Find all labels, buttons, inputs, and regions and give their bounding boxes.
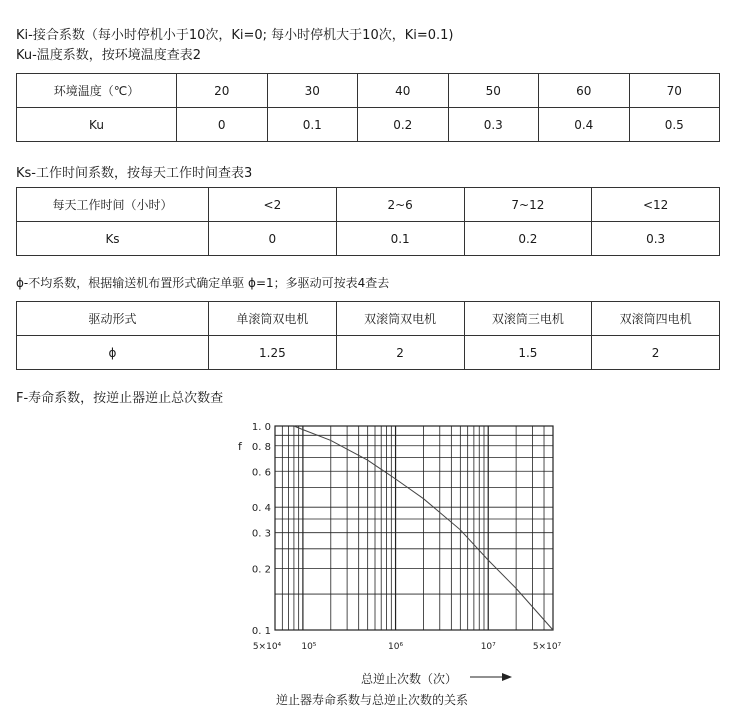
f-description: F-寿命系数，按逆止器逆止总次数查: [16, 391, 224, 406]
table-cell: 0.3: [592, 222, 720, 256]
table-cell: 0.2: [464, 222, 592, 256]
table-cell: 0.2: [358, 108, 449, 142]
table-ku: [16, 73, 720, 142]
table-cell: 1.25: [209, 336, 337, 370]
x-tick-labels: [253, 642, 562, 652]
table-cell: ϕ: [17, 336, 209, 370]
header-cell: 双滚筒三电机: [464, 302, 592, 336]
y-axis-label: f: [238, 439, 242, 453]
header-cell: 每天工作时间（小时）: [17, 188, 209, 222]
table-cell: 0.1: [267, 108, 358, 142]
table-cell: 0.1: [336, 222, 464, 256]
y-tick-label: 0. 8: [251, 441, 271, 453]
table-cell: 2: [592, 336, 720, 370]
ki-description: Ki-接合系数（每小时停机小于10次，Ki=0; 每小时停机大于10次，Ki=0.1): [16, 28, 454, 43]
header-cell: 驱动形式: [17, 302, 209, 336]
chart-frame: [275, 426, 553, 630]
header-cell: <12: [592, 188, 720, 222]
phi-description: ϕ-不均系数，根据输送机布置形式确定单驱 ϕ=1；多驱动可按表4查去: [16, 276, 390, 290]
header-cell: <2: [209, 188, 337, 222]
arrow-right-icon: [470, 671, 512, 683]
table-cell: Ku: [17, 108, 177, 142]
table-cell: Ks: [17, 222, 209, 256]
x-tick-label: 5×10⁷: [532, 642, 562, 652]
x-tick-label: 5×10⁴: [252, 642, 282, 652]
chart-caption: 逆止器寿命系数与总逆止次数的关系: [276, 693, 469, 707]
ks-description: Ks-工作时间系数，按每天工作时间查表3: [16, 166, 253, 181]
table-row: [17, 108, 720, 142]
table-cell: 0.4: [539, 108, 630, 142]
table-cell: 1.5: [464, 336, 592, 370]
x-tick-label: 10⁶: [388, 642, 404, 652]
header-cell: 单滚筒双电机: [209, 302, 337, 336]
y-tick-label: 1. 0: [251, 422, 271, 433]
table-cell: 0.5: [629, 108, 720, 142]
y-tick-label: 0. 6: [251, 467, 271, 479]
y-tick-label: 0. 1: [251, 626, 271, 637]
table-ks: [16, 187, 720, 256]
header-cell: 2~6: [336, 188, 464, 222]
table-phi-header: [17, 302, 720, 336]
life-factor-chart: [230, 418, 570, 673]
header-cell: 双滚筒双电机: [336, 302, 464, 336]
x-tick-label: 10⁵: [301, 642, 317, 652]
x-tick-label: 10⁷: [480, 642, 496, 652]
header-cell: 7~12: [464, 188, 592, 222]
header-cell: 30: [267, 74, 358, 108]
y-tick-label: 0. 2: [251, 564, 271, 576]
table-row: [17, 336, 720, 370]
header-cell: 40: [358, 74, 449, 108]
y-tick-labels: [252, 422, 271, 637]
header-cell: 70: [629, 74, 720, 108]
table-row: [17, 222, 720, 256]
table-cell: 0: [209, 222, 337, 256]
header-cell: 60: [539, 74, 630, 108]
table-cell: 0: [177, 108, 268, 142]
header-cell: 双滚筒四电机: [592, 302, 720, 336]
x-axis-label: 总逆止次数（次）: [361, 672, 458, 686]
chart-grid-vertical: [282, 426, 544, 630]
chart-grid-horizontal: [275, 435, 553, 594]
table-cell: 2: [336, 336, 464, 370]
table-ku-header: [17, 74, 720, 108]
ku-description: Ku-温度系数，按环境温度查表2: [16, 48, 202, 63]
header-cell: 50: [448, 74, 539, 108]
header-cell: 20: [177, 74, 268, 108]
header-cell: 环境温度（℃）: [17, 74, 177, 108]
y-tick-label: 0. 3: [251, 528, 271, 540]
table-phi: [16, 301, 720, 370]
y-tick-label: 0. 4: [251, 503, 271, 515]
table-cell: 0.3: [448, 108, 539, 142]
table-ks-header: [17, 188, 720, 222]
